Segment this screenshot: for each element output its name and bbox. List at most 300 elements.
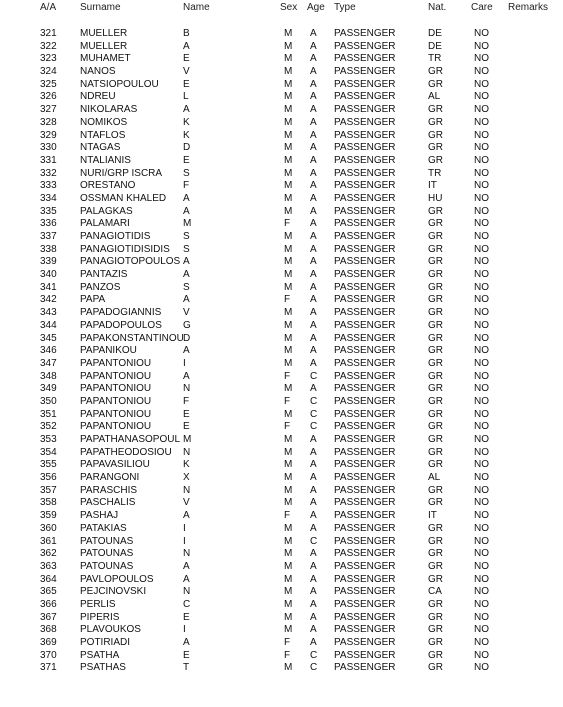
cell-surname: PAPA	[80, 294, 106, 306]
table-row	[0, 371, 563, 384]
cell-care: NO	[474, 446, 489, 458]
cell-name: A	[183, 294, 190, 306]
cell-surname: PAPAVASILIOU	[80, 459, 150, 471]
cell-name: X	[183, 472, 190, 484]
cell-type: PASSENGER	[334, 649, 396, 661]
table-row	[0, 472, 563, 485]
cell-age: A	[310, 91, 317, 103]
cell-age: A	[310, 573, 317, 585]
cell-name: A	[183, 192, 190, 204]
table-row	[0, 66, 563, 79]
cell-sex: M	[284, 104, 293, 116]
cell-sex: M	[284, 472, 293, 484]
cell-age: A	[310, 53, 317, 65]
cell-sex: M	[284, 167, 293, 179]
cell-type: PASSENGER	[334, 484, 396, 496]
table-row	[0, 459, 563, 472]
cell-surname: PATOUNAS	[80, 535, 134, 547]
cell-name: I	[183, 522, 186, 534]
cell-name: C	[183, 598, 191, 610]
cell-surname: NIKOLARAS	[80, 104, 138, 116]
cell-aa: 367	[40, 611, 57, 623]
cell-age: A	[310, 129, 317, 141]
cell-sex: M	[284, 484, 293, 496]
cell-age: A	[310, 472, 317, 484]
header-name: Name	[183, 2, 210, 13]
cell-surname: PAPATHANASOPOUL	[80, 434, 181, 445]
cell-aa: 369	[40, 637, 57, 648]
cell-nat: GR	[428, 281, 443, 293]
cell-name: M	[183, 434, 192, 445]
cell-sex: M	[284, 269, 293, 281]
table-row	[0, 269, 563, 282]
table-row	[0, 142, 563, 155]
cell-age: A	[310, 28, 317, 39]
cell-care: NO	[474, 256, 489, 268]
cell-aa: 326	[40, 91, 57, 103]
cell-aa: 354	[40, 446, 57, 458]
cell-surname: PAPANIKOU	[80, 345, 137, 357]
header-sex: Sex	[280, 2, 298, 13]
cell-aa: 348	[40, 370, 57, 382]
cell-name: V	[183, 497, 190, 509]
cell-surname: NOMIKOS	[80, 116, 128, 128]
cell-sex: M	[284, 205, 293, 217]
table-row	[0, 485, 563, 498]
cell-care: NO	[474, 116, 489, 128]
cell-name: T	[183, 662, 190, 674]
cell-sex: M	[284, 78, 293, 90]
cell-age: C	[310, 408, 318, 420]
cell-type: PASSENGER	[334, 180, 396, 192]
cell-age: A	[310, 294, 317, 306]
cell-nat: IT	[428, 510, 437, 522]
cell-name: F	[183, 180, 190, 192]
cell-age: A	[310, 154, 317, 166]
cell-nat: GR	[428, 548, 443, 560]
cell-age: C	[310, 649, 318, 661]
cell-surname: PAPANTONIOU	[80, 383, 152, 395]
cell-nat: GR	[428, 598, 443, 610]
cell-age: A	[310, 192, 317, 204]
cell-nat: GR	[428, 256, 443, 268]
cell-aa: 323	[40, 53, 57, 65]
cell-nat: GR	[428, 142, 443, 154]
cell-type: PASSENGER	[334, 332, 396, 344]
table-row	[0, 447, 563, 460]
cell-aa: 345	[40, 332, 57, 344]
cell-nat: GR	[428, 395, 443, 407]
cell-sex: M	[284, 66, 293, 78]
table-row	[0, 548, 563, 561]
cell-age: A	[310, 281, 317, 293]
cell-surname: PAPATHEODOSIOU	[80, 446, 172, 458]
cell-sex: M	[284, 91, 293, 103]
cell-age: A	[310, 269, 317, 281]
cell-name: G	[183, 319, 191, 331]
cell-aa: 322	[40, 40, 57, 52]
cell-sex: M	[284, 548, 293, 560]
cell-care: NO	[474, 66, 489, 78]
cell-sex: M	[284, 129, 293, 141]
cell-age: A	[310, 40, 317, 52]
cell-surname: PATOUNAS	[80, 560, 134, 572]
cell-sex: F	[284, 370, 291, 382]
cell-nat: GR	[428, 307, 443, 319]
table-row	[0, 421, 563, 434]
cell-sex: M	[284, 357, 293, 369]
cell-surname: PAVLOPOULOS	[80, 573, 154, 585]
cell-aa: 325	[40, 78, 57, 90]
cell-care: NO	[474, 129, 489, 141]
table-row	[0, 434, 563, 447]
cell-care: NO	[474, 586, 489, 598]
cell-nat: GR	[428, 522, 443, 534]
table-row	[0, 650, 563, 663]
cell-aa: 353	[40, 434, 57, 445]
cell-sex: F	[284, 294, 291, 306]
cell-age: A	[310, 231, 317, 242]
cell-aa: 356	[40, 472, 57, 484]
cell-name: A	[183, 345, 190, 357]
cell-surname: PAPADOPOULOS	[80, 319, 162, 331]
cell-nat: GR	[428, 637, 443, 648]
cell-surname: PAPANTONIOU	[80, 370, 152, 382]
cell-aa: 370	[40, 649, 57, 661]
cell-care: NO	[474, 180, 489, 192]
cell-care: NO	[474, 573, 489, 585]
cell-type: PASSENGER	[334, 637, 396, 648]
cell-surname: PAPAKONSTANTINOU	[80, 332, 184, 344]
cell-nat: GR	[428, 624, 443, 636]
cell-nat: CA	[428, 586, 442, 598]
table-row	[0, 79, 563, 92]
cell-age: A	[310, 446, 317, 458]
cell-aa: 351	[40, 408, 57, 420]
cell-name: D	[183, 332, 191, 344]
cell-age: A	[310, 142, 317, 154]
cell-aa: 368	[40, 624, 57, 636]
table-row	[0, 117, 563, 130]
cell-type: PASSENGER	[334, 573, 396, 585]
cell-nat: GR	[428, 205, 443, 217]
cell-aa: 364	[40, 573, 57, 585]
cell-aa: 339	[40, 256, 57, 268]
table-row	[0, 510, 563, 523]
cell-aa: 357	[40, 484, 57, 496]
cell-care: NO	[474, 332, 489, 344]
cell-age: A	[310, 497, 317, 509]
cell-care: NO	[474, 611, 489, 623]
cell-care: NO	[474, 484, 489, 496]
passenger-table-body	[0, 28, 563, 675]
cell-age: A	[310, 637, 317, 648]
cell-name: A	[183, 40, 190, 52]
cell-sex: M	[284, 154, 293, 166]
table-row	[0, 358, 563, 371]
cell-type: PASSENGER	[334, 395, 396, 407]
cell-care: NO	[474, 472, 489, 484]
cell-type: PASSENGER	[334, 28, 396, 39]
cell-surname: NTAFLOS	[80, 129, 126, 141]
cell-sex: M	[284, 522, 293, 534]
header-care: Care	[471, 2, 493, 13]
table-row	[0, 91, 563, 104]
cell-age: A	[310, 345, 317, 357]
table-row	[0, 574, 563, 587]
cell-care: NO	[474, 167, 489, 179]
cell-name: E	[183, 78, 190, 90]
cell-nat: AL	[428, 472, 441, 484]
cell-name: N	[183, 446, 191, 458]
cell-aa: 343	[40, 307, 57, 319]
cell-nat: AL	[428, 91, 441, 103]
cell-type: PASSENGER	[334, 319, 396, 331]
cell-nat: GR	[428, 560, 443, 572]
cell-nat: GR	[428, 649, 443, 661]
cell-aa: 321	[40, 28, 57, 39]
cell-care: NO	[474, 510, 489, 522]
cell-aa: 335	[40, 205, 57, 217]
cell-name: E	[183, 408, 190, 420]
cell-aa: 337	[40, 231, 57, 242]
cell-aa: 371	[40, 662, 57, 674]
cell-age: A	[310, 180, 317, 192]
cell-age: C	[310, 395, 318, 407]
cell-nat: GR	[428, 294, 443, 306]
cell-nat: GR	[428, 459, 443, 471]
table-row	[0, 396, 563, 409]
cell-sex: M	[284, 662, 293, 674]
cell-surname: PANAGIOTIDIS	[80, 231, 151, 242]
cell-type: PASSENGER	[334, 598, 396, 610]
cell-surname: OSSMAN KHALED	[80, 192, 167, 204]
cell-sex: M	[284, 446, 293, 458]
cell-aa: 361	[40, 535, 57, 547]
cell-surname: PAPANTONIOU	[80, 421, 152, 433]
cell-age: A	[310, 167, 317, 179]
cell-type: PASSENGER	[334, 624, 396, 636]
cell-nat: DE	[428, 28, 442, 39]
cell-sex: F	[284, 421, 291, 433]
cell-age: C	[310, 662, 318, 674]
cell-age: A	[310, 205, 317, 217]
cell-nat: GR	[428, 78, 443, 90]
cell-aa: 324	[40, 66, 57, 78]
cell-type: PASSENGER	[334, 434, 396, 445]
cell-nat: GR	[428, 154, 443, 166]
cell-surname: PEJCINOVSKI	[80, 586, 147, 598]
cell-nat: GR	[428, 357, 443, 369]
table-row	[0, 383, 563, 396]
cell-care: NO	[474, 370, 489, 382]
cell-care: NO	[474, 243, 489, 255]
cell-aa: 338	[40, 243, 57, 255]
cell-nat: GR	[428, 383, 443, 395]
cell-aa: 365	[40, 586, 57, 598]
cell-age: A	[310, 66, 317, 78]
cell-type: PASSENGER	[334, 497, 396, 509]
table-row	[0, 155, 563, 168]
table-row	[0, 662, 563, 675]
cell-name: K	[183, 129, 190, 141]
cell-sex: M	[284, 40, 293, 52]
cell-type: PASSENGER	[334, 281, 396, 293]
cell-sex: M	[284, 560, 293, 572]
table-row	[0, 244, 563, 257]
cell-type: PASSENGER	[334, 383, 396, 395]
cell-sex: M	[284, 611, 293, 623]
cell-surname: ORESTANO	[80, 180, 136, 192]
cell-sex: M	[284, 319, 293, 331]
cell-care: NO	[474, 192, 489, 204]
cell-care: NO	[474, 560, 489, 572]
cell-age: A	[310, 510, 317, 522]
cell-name: N	[183, 548, 191, 560]
cell-care: NO	[474, 649, 489, 661]
cell-aa: 366	[40, 598, 57, 610]
table-row	[0, 168, 563, 181]
table-row	[0, 294, 563, 307]
cell-sex: M	[284, 243, 293, 255]
cell-name: A	[183, 560, 190, 572]
cell-name: V	[183, 307, 190, 319]
cell-nat: GR	[428, 332, 443, 344]
cell-age: A	[310, 256, 317, 268]
cell-name: E	[183, 154, 190, 166]
cell-type: PASSENGER	[334, 167, 396, 179]
cell-sex: M	[284, 497, 293, 509]
cell-nat: TR	[428, 53, 442, 65]
table-row	[0, 599, 563, 612]
table-row	[0, 218, 563, 231]
cell-type: PASSENGER	[334, 408, 396, 420]
cell-age: A	[310, 319, 317, 331]
cell-type: PASSENGER	[334, 205, 396, 217]
cell-name: N	[183, 383, 191, 395]
cell-care: NO	[474, 535, 489, 547]
cell-type: PASSENGER	[334, 345, 396, 357]
table-row	[0, 523, 563, 536]
cell-type: PASSENGER	[334, 66, 396, 78]
table-header	[0, 0, 563, 16]
cell-care: NO	[474, 357, 489, 369]
cell-age: C	[310, 535, 318, 547]
cell-surname: MUELLER	[80, 40, 128, 52]
cell-name: E	[183, 649, 190, 661]
table-row	[0, 53, 563, 66]
table-row	[0, 256, 563, 269]
cell-care: NO	[474, 637, 489, 648]
cell-surname: POTIRIADI	[80, 637, 131, 648]
cell-type: PASSENGER	[334, 116, 396, 128]
cell-aa: 332	[40, 167, 57, 179]
cell-care: NO	[474, 421, 489, 433]
header-age: Age	[307, 2, 325, 13]
cell-care: NO	[474, 319, 489, 331]
cell-surname: PAPANTONIOU	[80, 395, 152, 407]
cell-care: NO	[474, 218, 489, 230]
cell-name: I	[183, 357, 186, 369]
cell-name: S	[183, 281, 190, 293]
cell-care: NO	[474, 104, 489, 116]
table-row	[0, 307, 563, 320]
cell-care: NO	[474, 231, 489, 242]
cell-type: PASSENGER	[334, 611, 396, 623]
cell-nat: HU	[428, 192, 443, 204]
table-row	[0, 104, 563, 117]
cell-surname: PSATHA	[80, 649, 120, 661]
cell-nat: TR	[428, 167, 442, 179]
cell-aa: 331	[40, 154, 57, 166]
cell-aa: 344	[40, 319, 57, 331]
cell-aa: 340	[40, 269, 57, 281]
cell-type: PASSENGER	[334, 522, 396, 534]
cell-name: S	[183, 167, 190, 179]
cell-care: NO	[474, 345, 489, 357]
cell-name: E	[183, 53, 190, 65]
cell-aa: 341	[40, 281, 57, 293]
cell-aa: 363	[40, 560, 57, 572]
table-row	[0, 637, 563, 650]
cell-name: L	[183, 91, 189, 103]
cell-care: NO	[474, 522, 489, 534]
cell-type: PASSENGER	[334, 586, 396, 598]
cell-surname: PATOUNAS	[80, 548, 134, 560]
cell-name: K	[183, 459, 190, 471]
cell-surname: PLAVOUKOS	[80, 624, 141, 636]
cell-care: NO	[474, 624, 489, 636]
cell-surname: PIPERIS	[80, 611, 120, 623]
cell-surname: NANOS	[80, 66, 116, 78]
cell-name: A	[183, 104, 190, 116]
cell-surname: PALAGKAS	[80, 205, 133, 217]
cell-aa: 355	[40, 459, 57, 471]
cell-aa: 360	[40, 522, 57, 534]
cell-nat: GR	[428, 129, 443, 141]
cell-care: NO	[474, 434, 489, 445]
cell-care: NO	[474, 459, 489, 471]
cell-age: A	[310, 307, 317, 319]
table-row	[0, 497, 563, 510]
cell-surname: MUELLER	[80, 28, 128, 39]
cell-age: A	[310, 104, 317, 116]
cell-surname: PAPANTONIOU	[80, 408, 152, 420]
cell-age: A	[310, 434, 317, 445]
table-row	[0, 28, 563, 41]
cell-aa: 349	[40, 383, 57, 395]
cell-nat: GR	[428, 535, 443, 547]
table-row	[0, 180, 563, 193]
cell-care: NO	[474, 497, 489, 509]
cell-surname: PANTAZIS	[80, 269, 128, 281]
cell-aa: 328	[40, 116, 57, 128]
cell-name: E	[183, 611, 190, 623]
cell-surname: MUHAMET	[80, 53, 131, 65]
cell-nat: GR	[428, 370, 443, 382]
cell-nat: GR	[428, 497, 443, 509]
cell-type: PASSENGER	[334, 357, 396, 369]
cell-name: A	[183, 370, 190, 382]
cell-surname: PAPANTONIOU	[80, 357, 152, 369]
cell-care: NO	[474, 662, 489, 674]
table-row	[0, 282, 563, 295]
cell-name: S	[183, 231, 190, 242]
cell-type: PASSENGER	[334, 192, 396, 204]
cell-age: C	[310, 421, 318, 433]
cell-sex: M	[284, 332, 293, 344]
cell-type: PASSENGER	[334, 40, 396, 52]
